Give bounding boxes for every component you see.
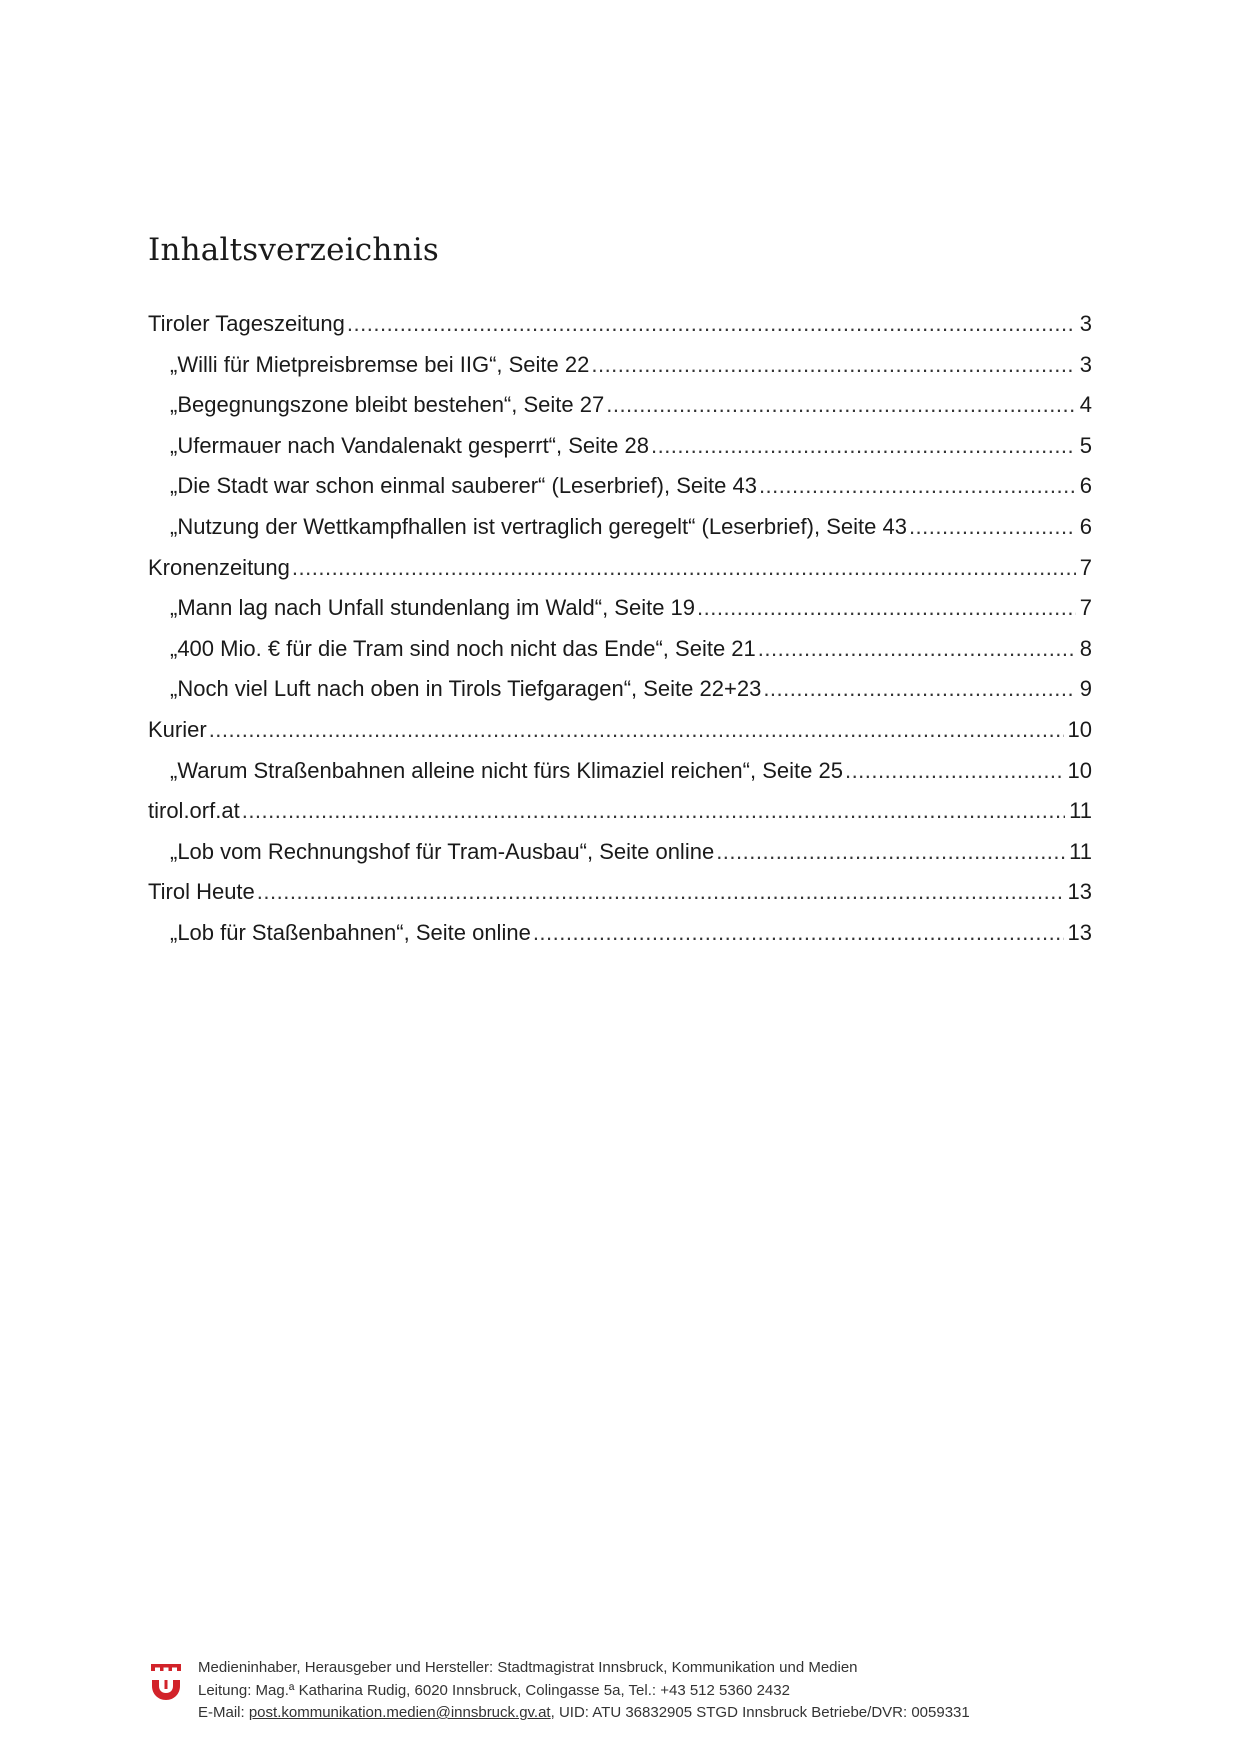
footer-email-prefix: E-Mail:: [198, 1704, 249, 1721]
footer-contact: [198, 1702, 970, 1725]
toc-entry-page: 10: [1067, 757, 1092, 783]
toc-leader: [716, 832, 1065, 873]
toc-entry-page: 8: [1079, 635, 1092, 661]
toc-entry-article[interactable]: [148, 507, 1092, 548]
toc-leader: [591, 345, 1075, 386]
toc-entry-article[interactable]: [148, 669, 1092, 710]
toc-entry-tiroler-tageszeitung[interactable]: [148, 304, 1092, 345]
toc-entry-page: 3: [1079, 311, 1092, 336]
toc-entry-page: 4: [1079, 392, 1092, 418]
toc-entry-label: „Warum Straßenbahnen alleine nicht fürs Klimaziel reichen“, Seite 25: [170, 757, 843, 783]
page-footer: [150, 1657, 1110, 1737]
footer-publisher: Medieninhaber, Herausgeber und Hersteller: Stadtmagistrat Innsbruck, Kommunikation und Medien: [198, 1659, 858, 1676]
toc-entry-label: „Die Stadt war schon einmal sauberer“ (Leserbrief), Seite 43: [170, 473, 757, 499]
footer-email-link[interactable]: post.kommunikation.medien@innsbruck.gv.at: [248, 1704, 551, 1721]
toc-leader: [759, 466, 1076, 507]
toc-entry-label: „Ufermauer nach Vandalenakt gesperrt“, Seite 28: [170, 432, 649, 458]
toc-entry-article[interactable]: [148, 751, 1092, 792]
toc-leader: [697, 588, 1076, 629]
toc-entry-kurier[interactable]: [148, 710, 1092, 751]
toc-entry-page: 13: [1067, 879, 1092, 905]
toc-leader: [909, 507, 1076, 548]
innsbruck-logo-icon: [150, 1662, 182, 1702]
toc-entry-page: 6: [1079, 473, 1092, 499]
toc-leader: [533, 913, 1064, 954]
toc-entry-label: Tirol Heute: [148, 879, 255, 905]
toc-title: Inhaltsverzeichnis: [148, 232, 439, 268]
toc-entry-article[interactable]: [148, 345, 1092, 386]
toc-entry-tirol-orf-at[interactable]: [148, 791, 1092, 832]
toc-leader: [209, 710, 1064, 751]
toc-leader: [651, 426, 1076, 467]
toc-leader: [242, 791, 1065, 832]
toc-entry-label: „400 Mio. € für die Tram sind noch nicht das Ende“, Seite 21: [170, 635, 756, 661]
toc-leader: [257, 872, 1064, 913]
toc-entry-page: 9: [1079, 676, 1092, 702]
toc-entry-article[interactable]: [148, 629, 1092, 670]
footer-imprint: [198, 1657, 970, 1725]
toc-leader: [763, 669, 1075, 710]
toc-entry-label: tirol.orf.at: [148, 798, 240, 824]
toc-entry-kronenzeitung[interactable]: [148, 548, 1092, 589]
toc-entry-label: „Noch viel Luft nach oben in Tirols Tiefgaragen“, Seite 22+23: [170, 676, 762, 702]
toc-entry-label: „Willi für Mietpreisbremse bei IIG“, Seite 22: [170, 351, 590, 377]
toc-entry-page: 7: [1079, 595, 1092, 621]
toc-entry-article[interactable]: [148, 466, 1092, 507]
table-of-contents: [148, 304, 1092, 954]
toc-entry-page: 5: [1079, 432, 1092, 458]
toc-entry-page: 13: [1067, 919, 1092, 945]
footer-management: Leitung: Mag.ª Katharina Rudig, 6020 Innsbruck, Colingasse 5a, Tel.: +43 512 5360 2432: [198, 1681, 790, 1699]
toc-entry-page: 7: [1079, 554, 1092, 580]
toc-entry-label: „Lob vom Rechnungshof für Tram-Ausbau“, Seite online: [170, 838, 715, 864]
toc-entry-label: Kronenzeitung: [148, 554, 290, 580]
toc-entry-page: 10: [1067, 716, 1092, 742]
toc-leader: [606, 385, 1076, 426]
toc-entry-page: 3: [1079, 351, 1092, 377]
toc-entry-label: Kurier: [148, 716, 207, 742]
toc-entry-page: 11: [1069, 798, 1092, 824]
toc-entry-label: „Mann lag nach Unfall stundenlang im Wald“, Seite 19: [170, 595, 696, 621]
toc-entry-tirol-heute[interactable]: [148, 872, 1092, 913]
toc-entry-label: „Lob für Staßenbahnen“, Seite online: [170, 919, 531, 945]
toc-entry-label: „Nutzung der Wettkampfhallen ist vertraglich geregelt“ (Leserbrief), Seite 43: [170, 513, 907, 539]
toc-entry-article[interactable]: [148, 832, 1092, 873]
toc-entry-page: 6: [1079, 513, 1092, 539]
toc-entry-article[interactable]: [148, 426, 1092, 467]
toc-entry-label: „Begegnungszone bleibt bestehen“, Seite 27: [170, 392, 605, 418]
toc-entry-article[interactable]: [148, 385, 1092, 426]
footer-uid: , UID: ATU 36832905 STGD Innsbruck Betriebe/DVR: 0059331: [550, 1704, 970, 1721]
toc-entry-page: 11: [1069, 838, 1092, 864]
toc-entry-label: Tiroler Tageszeitung: [148, 311, 345, 336]
toc-leader: [758, 629, 1076, 670]
toc-entry-article[interactable]: [148, 913, 1092, 954]
toc-leader: [347, 304, 1076, 345]
toc-entry-article[interactable]: [148, 588, 1092, 629]
toc-leader: [292, 548, 1076, 589]
toc-leader: [845, 751, 1064, 792]
